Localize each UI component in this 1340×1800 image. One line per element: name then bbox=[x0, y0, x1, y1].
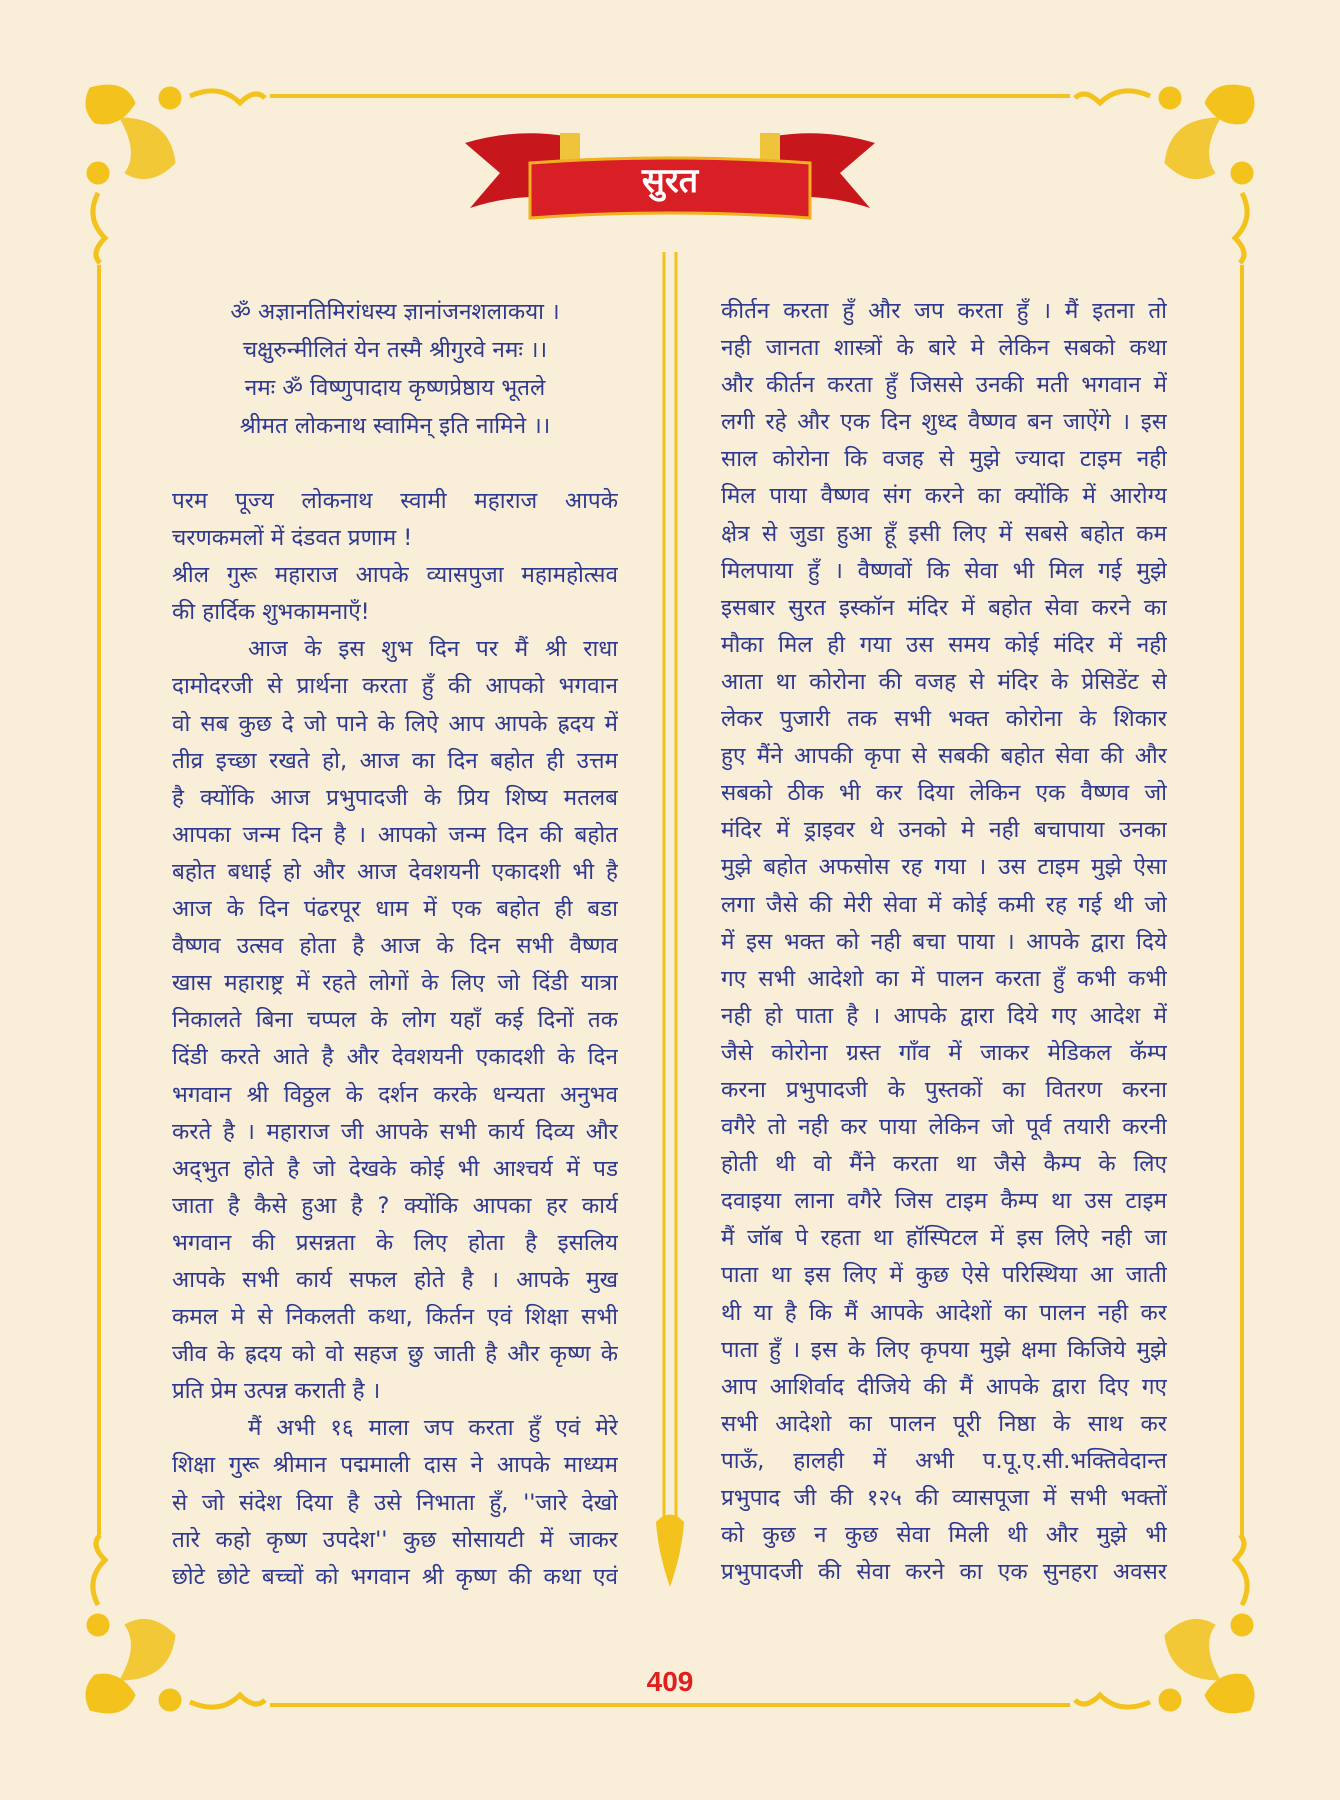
text-line: इसबार सुरत इस्कॉन मंदिर में बहोत सेवा करने का bbox=[721, 594, 1167, 621]
mantra-line: चक्षुरुन्मीलितं येन तस्मै श्रीगुरवे नमः ।। bbox=[242, 337, 548, 363]
text-line: शिक्षा गुरू श्रीमान पद्ममाली दास ने आपके माध्यम bbox=[172, 1452, 618, 1479]
mantra-line: श्रीमत लोकनाथ स्वामिन् इति नामिने ।। bbox=[239, 413, 551, 439]
text-line: मिलपाया हुँ । वैष्णवों कि सेवा भी मिल गई मुझे bbox=[721, 557, 1167, 584]
text-line: सभी आदेशो का पालन पूरी निष्ठा के साथ कर bbox=[721, 1410, 1167, 1437]
text-line: हुए मैंने आपकी कृपा से सबकी बहोत सेवा की और bbox=[721, 743, 1167, 770]
mantra-line: ॐ अज्ञानतिमिरांधस्य ज्ञानांजनशलाकया । bbox=[230, 299, 560, 325]
border-left bbox=[97, 265, 101, 1535]
text-line: मुझे बहोत अफसोस रह गया । उस टाइम मुझे ऐसा bbox=[721, 854, 1167, 881]
text-line: दामोदरजी से प्रार्थना करता हुँ की आपको भगवान bbox=[172, 673, 618, 700]
text-line: वगैरे तो नही कर पाया लेकिन जो पूर्व तयारी करनी bbox=[721, 1114, 1167, 1141]
text-line: प्रभुपाद जी की १२५ की व्यासपूजा में सभी भक्तों bbox=[721, 1485, 1167, 1511]
page-title: सुरत bbox=[641, 161, 699, 201]
corner-ornament-top-right bbox=[1070, 78, 1260, 268]
text-line: है क्योंकि आज प्रभुपादजी के प्रिय शिष्य मतलब bbox=[172, 784, 618, 811]
text-line: मैं अभी १६ माला जप करता हुँ एवं मेरे bbox=[248, 1415, 618, 1442]
text-line: नही जानता शास्त्रों के बारे मे लेकिन सबको कथा bbox=[721, 335, 1167, 362]
title-banner bbox=[455, 118, 885, 228]
text-line: को कुछ न कुछ सेवा मिली थी और मुझे भी bbox=[721, 1522, 1167, 1549]
text-line: बहोत बधाई हो और आज देवशयनी एकादशी भी है bbox=[172, 858, 618, 885]
text-line: लेकर पुजारी तक सभी भक्त कोरोना के शिकार bbox=[721, 706, 1167, 733]
text-line: दवाइया लाना वगैरे जिस टाइम कैम्प था उस टाइम bbox=[721, 1188, 1167, 1215]
left-column bbox=[172, 293, 618, 1596]
text-line: आपका जन्म दिन है । आपको जन्म दिन की बहोत bbox=[172, 821, 618, 848]
text-line: लगा जैसे की मेरी सेवा में कोई कमी रह गई थी जो bbox=[721, 891, 1167, 918]
border-right bbox=[1240, 265, 1244, 1535]
text-line: जीव के ह्रदय को वो सहज छु जाती है और कृष्ण के bbox=[172, 1341, 618, 1368]
text-line: आप आशिर्वाद दीजिये की मैं आपके द्वारा दिए गए bbox=[721, 1373, 1167, 1400]
text-line: आपके सभी कार्य सफल होते है । आपके मुख bbox=[172, 1266, 618, 1293]
text-line: तारे कहो कृष्ण उपदेश'' कुछ सोसायटी में जाकर bbox=[172, 1526, 618, 1553]
text-line: जाता है कैसे हुआ है ? क्योंकि आपका हर कार्य bbox=[172, 1192, 618, 1219]
text-line: आज के इस शुभ दिन पर मैं श्री राधा bbox=[248, 636, 618, 663]
text-line: दिंडी करते आते है और देवशयनी एकादशी के दिन bbox=[172, 1044, 618, 1071]
text-line: चरणकमलों में दंडवत प्रणाम ! bbox=[172, 525, 413, 552]
text-line: वो सब कुछ दे जो पाने के लिऐ आप आपके ह्रदय में bbox=[172, 710, 618, 737]
text-line: भगवान श्री विठ्ठल के दर्शन करके धन्यता अनुभव bbox=[172, 1081, 618, 1108]
text-line: पाऊँ, हालही में अभी प.पू.ए.सी.भक्तिवेदान्त bbox=[721, 1447, 1167, 1474]
border-bottom bbox=[270, 1703, 1070, 1707]
text-line: कमल मे से निकलती कथा, किर्तन एवं शिक्षा सभी bbox=[172, 1304, 618, 1331]
text-line: जैसे कोरोना ग्रस्त गाँव में जाकर मेडिकल कॅम्प bbox=[721, 1039, 1167, 1066]
text-line: खास महाराष्ट्र में रहते लोगों के लिए जो दिंडी यात्रा bbox=[172, 970, 618, 997]
text-line: गए सभी आदेशो का में पालन करता हुँ कभी कभी bbox=[721, 965, 1167, 992]
right-body-text bbox=[721, 293, 1167, 1591]
text-line: कीर्तन करता हुँ और जप करता हुँ । मैं इतना तो bbox=[721, 298, 1167, 324]
text-line: सबको ठीक भी कर दिया लेकिन एक वैष्णव जो bbox=[721, 780, 1167, 807]
corner-ornament-top-left bbox=[80, 78, 270, 268]
text-line: छोटे छोटे बच्चों को भगवान श्री कृष्ण की कथा एवं bbox=[172, 1563, 618, 1590]
text-line: श्रील गुरू महाराज आपके व्यासपुजा महामहोत्सव bbox=[172, 562, 618, 589]
text-line: निकालते बिना चप्पल के लोग यहाँ कई दिनों तक bbox=[172, 1007, 618, 1034]
text-line: और कीर्तन करता हुँ जिससे उनकी मती भगवान में bbox=[721, 372, 1167, 399]
text-line: में इस भक्त को नही बचा पाया । आपके द्वारा दिये bbox=[721, 928, 1167, 955]
text-line: लगी रहे और एक दिन शुध्द वैष्णव बन जाऐंगे । इस bbox=[721, 409, 1167, 436]
text-line: वैष्णव उत्सव होता है आज के दिन सभी वैष्णव bbox=[172, 933, 618, 960]
left-body-text bbox=[172, 483, 618, 1596]
text-line: मिल पाया वैष्णव संग करने का क्योंकि में आरोग्य bbox=[721, 483, 1167, 510]
text-line: भगवान की प्रसन्नता के लिए होता है इसलिय bbox=[172, 1229, 618, 1256]
mantra-block bbox=[172, 293, 618, 445]
text-line: प्रभुपादजी की सेवा करने का एक सुनहरा अवसर bbox=[721, 1559, 1167, 1586]
text-line: आज के दिन पंढरपूर धाम में एक बहोत ही बडा bbox=[172, 896, 618, 923]
text-line: करते है । महाराज जी आपके सभी कार्य दिव्य और bbox=[172, 1118, 618, 1145]
page-number: 409 bbox=[646, 1666, 694, 1697]
text-line: मंदिर में ड्राइवर थे उनको मे नही बचापाया उनका bbox=[721, 817, 1167, 844]
right-column bbox=[721, 293, 1167, 1591]
text-line: साल कोरोना कि वजह से मुझे ज्यादा टाइम नही bbox=[721, 446, 1167, 473]
text-line: आता था कोरोना की वजह से मंदिर के प्रेसिडेंट से bbox=[721, 668, 1167, 695]
text-line: थी या है कि मैं आपके आदेशों का पालन नही कर bbox=[721, 1299, 1167, 1326]
text-line: होती थी वो मैंने करता था जैसे कैम्प के लिए bbox=[721, 1151, 1167, 1178]
text-line: करना प्रभुपादजी के पुस्तकों का वितरण करना bbox=[721, 1076, 1167, 1103]
text-line: पाता था इस लिए में कुछ ऐसे परिस्थिया आ जाती bbox=[721, 1262, 1167, 1289]
text-line: मौका मिल ही गया उस समय कोई मंदिर में नही bbox=[721, 631, 1167, 658]
text-line: प्रति प्रेम उत्पन्न कराती है । bbox=[172, 1378, 381, 1405]
text-line: पाता हुँ । इस के लिए कृपया मुझे क्षमा किजिये मुझे bbox=[721, 1336, 1167, 1363]
text-line: नही हो पाता है । आपके द्वारा दिये गए आदेश में bbox=[721, 1002, 1167, 1029]
text-line: परम पूज्य लोकनाथ स्वामी महाराज आपके bbox=[172, 488, 618, 514]
mantra-line: नमः ॐ विष्णुपादाय कृष्णप्रेष्ठाय भूतले bbox=[244, 375, 546, 401]
column-divider bbox=[652, 252, 688, 1592]
border-top bbox=[270, 94, 1070, 98]
text-line: मैं जॉब पे रहता था हॉस्पिटल में इस लिऐ नही जा bbox=[721, 1225, 1167, 1252]
spacer bbox=[172, 445, 618, 483]
text-line: तीव्र इच्छा रखते हो, आज का दिन बहोत ही उत्तम bbox=[172, 747, 618, 774]
text-line: अद्‌भुत होते है जो देखके कोई भी आश्चर्य में पड bbox=[172, 1155, 618, 1182]
text-line: से जो संदेश दिया है उसे निभाता हुँ, ''जारे देखो bbox=[172, 1489, 618, 1516]
text-line: क्षेत्र से जुडा हुआ हूँ इसी लिए में सबसे बहोत कम bbox=[721, 520, 1167, 547]
text-line: की हार्दिक शुभकामनाएँ! bbox=[172, 599, 370, 626]
